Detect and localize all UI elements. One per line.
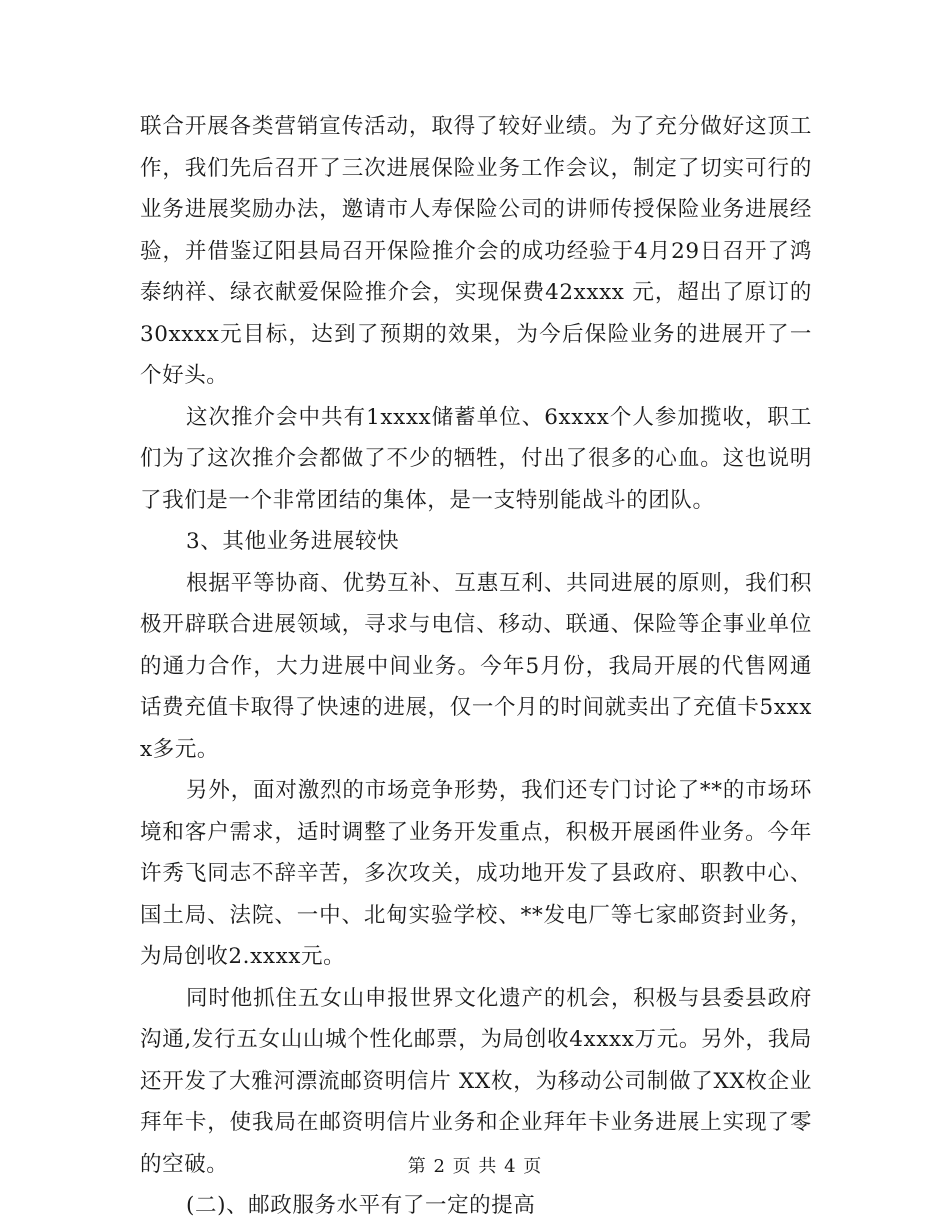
page-number-footer: 第 2 页 共 4 页	[407, 1156, 543, 1177]
paragraph-marketing-results: 联合开展各类营销宣传活动，取得了较好业绩。为了充分做好这顶工作，我们先后召开了三次进展保险业务工作会议，制定了切实可行的业务进展奖励办法，邀请市人寿保险公司的讲师传授保险业务进展经验，并借鉴辽阳县局召开保险推介会的成功经验于4月29日召开了鸿泰纳祥、绿衣献爱保险推介会，实现保费42xxxx 元，超出了原订的30xxxx元目标，达到了预期的效果，为今后保险业务的进展开了一个好头。	[140, 114, 812, 388]
paragraph-personalized-stamps: 同时他抓住五女山申报世界文化遗产的机会，积极与县委县政府沟通,发行五女山山城个性化邮票，为局创收4xxxx万元。另外，我局还开发了大雅河漂流邮资明信片 XX枚，为移动公司制做了XX枚企业拜年卡，使我局在邮资明信片业务和企业拜年卡业务进展上实现了零的空破。	[140, 985, 812, 1177]
paragraph-promotion-meeting: 这次推介会中共有1xxxx储蓄单位、6xxxx个人参加揽收，职工们为了这次推介会都做了不少的牺牲，付出了很多的心血。这也说明了我们是一个非常团结的集体，是一支特别能战斗的团队。	[140, 404, 812, 513]
paragraph-intermediary-business: 根据平等协商、优势互补、互惠互利、共同进展的原则，我们积极开辟联合进展领域，寻求与电信、移动、联通、保险等企事业单位的通力合作，大力进展中间业务。今年5月份，我局开展的代售网通话费充值卡取得了快速的进展，仅一个月的时间就卖出了充值卡5xxxx多元。	[140, 570, 812, 762]
section-heading-other-business: 3、其他业务进展较快	[186, 529, 400, 554]
document-body	[140, 106, 812, 1227]
paragraph-letter-business: 另外，面对激烈的市场竞争形势，我们还专门讨论了**的市场环境和客户需求，适时调整了业务开发重点，积极开展函件业务。今年许秀飞同志不辞辛苦，多次攻关，成功地开发了县政府、职教中心、国土局、法院、一中、北甸实验学校、**发电厂等七家邮资封业务，为局创收2.xxxx元。	[140, 778, 812, 969]
section-heading-postal-service: (二)、邮政服务水平有了一定的提高	[186, 1193, 536, 1218]
